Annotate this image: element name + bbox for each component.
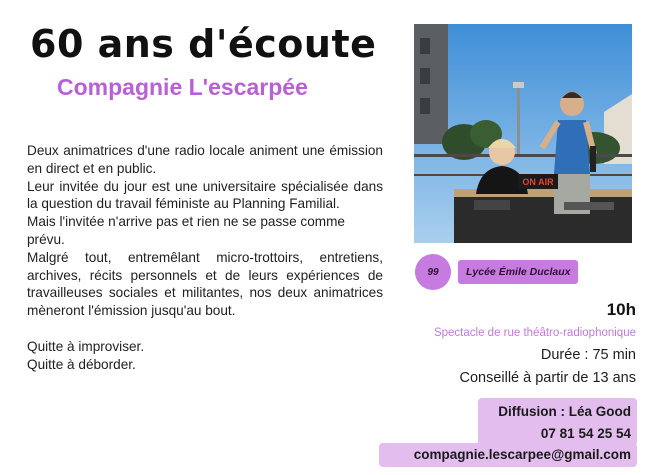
age-recommendation: Conseillé à partir de 13 ans: [459, 370, 636, 386]
show-description: [27, 142, 383, 373]
show-time: 10h: [606, 300, 636, 319]
company-name: Compagnie L'escarpée: [57, 74, 308, 100]
show-genre: Spectacle de rue théâtro-radiophonique: [433, 327, 636, 339]
description-paragraph: Leur invitée du jour est une universitaire spécialisée dans la question du travail féministe au Planning Familial.: [27, 178, 383, 212]
contact-phone[interactable]: 07 81 54 25 54: [540, 426, 631, 441]
contact-email[interactable]: compagnie.lescarpee@gmail.com: [413, 447, 631, 462]
venue-info: [415, 254, 605, 290]
description-paragraph: Deux animatrices d'une radio locale animent une émission en direct et en public.: [27, 143, 383, 176]
show-title: 60 ans d'écoute: [30, 22, 377, 66]
description-paragraph: Mais l'invitée n'arrive pas et rien ne se passe comme prévu.: [27, 214, 345, 247]
description-paragraph: Malgré tout, entremêlant micro-trottoirs, entretiens, archives, récits personnels et de leurs expériences de travailleuses sociales et militantes, nos deux animatrices mèneront l'émission jusqu'au bout.: [27, 249, 383, 319]
closing-line: Quitte à improviser.: [27, 338, 145, 354]
contact-block: [379, 398, 637, 470]
diffusion-contact: Diffusion : Léa Good: [498, 404, 631, 419]
venue-name: Lycée Émile Duclaux: [458, 260, 578, 284]
closing-line: Quitte à déborder.: [27, 356, 136, 372]
show-duration: Durée : 75 min: [540, 347, 636, 363]
on-air-sign: ON AIR: [522, 177, 554, 187]
venue-number-badge: 99: [415, 254, 451, 290]
show-photo: [414, 24, 632, 243]
